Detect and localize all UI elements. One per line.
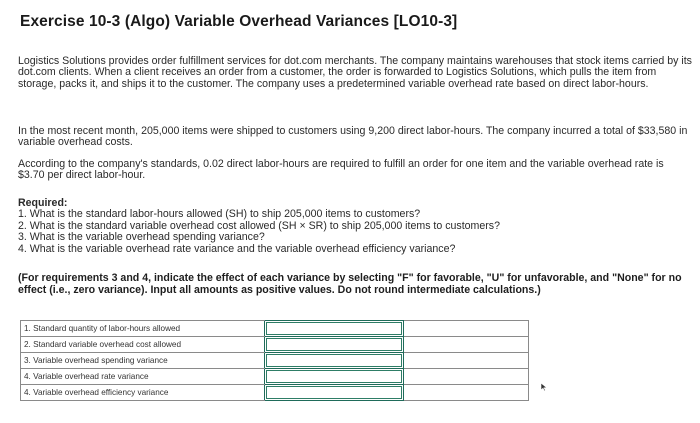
answer-row-tail xyxy=(404,369,529,385)
answer-row-gap xyxy=(242,385,265,401)
answer-row-gap xyxy=(242,321,265,337)
answer-input-3[interactable] xyxy=(265,353,404,369)
answer-row-gap xyxy=(242,337,265,353)
required-item-3: 3. What is the variable overhead spending variance? xyxy=(18,231,265,244)
answer-row-label: 1. Standard quantity of labor-hours allowed xyxy=(21,321,243,337)
answer-row-tail xyxy=(404,337,529,353)
problem-paragraph-2: In the most recent month, 205,000 items were shipped to customers using 9,200 direct labor-hours. The company incurred a total of $33,580 in variable overhead costs. xyxy=(18,125,688,149)
exercise-title: Exercise 10-3 (Algo) Variable Overhead Variances [LO10-3] xyxy=(20,13,458,30)
problem-paragraph-1: Logistics Solutions provides order fulfillment services for dot.com merchants. The company maintains warehouses that stock items carried by its dot.com clients. When a client receives an order from a customer, the order is forwarded to Logistics Solutions, which pulls the item from storage, packs it, and ships it to the customer. The company uses a predetermined variable overhead rate based on direct labor-hours. xyxy=(18,55,692,90)
answer-input-box[interactable] xyxy=(265,385,403,400)
answer-input-5[interactable] xyxy=(265,385,404,401)
answer-input-box[interactable] xyxy=(265,353,403,368)
answer-row xyxy=(21,369,529,385)
answer-input-2[interactable] xyxy=(265,337,404,353)
answer-row xyxy=(21,385,529,401)
answer-input-1[interactable] xyxy=(265,321,404,337)
answer-row-label: 2. Standard variable overhead cost allowed xyxy=(21,337,243,353)
problem-paragraph-3: According to the company's standards, 0.02 direct labor-hours are required to fulfill an order for one item and the variable overhead rate is $3.70 per direct labor-hour. xyxy=(18,158,664,182)
answer-row-tail xyxy=(404,385,529,401)
answer-row-label: 4. Variable overhead efficiency variance xyxy=(21,385,243,401)
answer-row-label: 4. Variable overhead rate variance xyxy=(21,369,243,385)
answer-row-tail xyxy=(404,321,529,337)
required-item-4: 4. What is the variable overhead rate variance and the variable overhead efficiency variance? xyxy=(18,242,456,255)
answer-row-tail xyxy=(404,353,529,369)
answer-row xyxy=(21,321,529,337)
required-heading: Required: xyxy=(18,197,68,209)
required-item-1: 1. What is the standard labor-hours allowed (SH) to ship 205,000 items to customers? xyxy=(18,208,421,221)
answer-row-gap xyxy=(242,353,265,369)
instructions-note: (For requirements 3 and 4, indicate the effect of each variance by selecting "F" for favorable, "U" for unfavorable, and "None" for no effect (i.e., zero variance). Input all amounts as positive values. Do not round intermediate calculations.) xyxy=(18,272,682,296)
answer-input-box[interactable] xyxy=(265,369,403,384)
answer-row xyxy=(21,353,529,369)
mouse-pointer-icon xyxy=(540,382,548,392)
answer-input-4[interactable] xyxy=(265,369,404,385)
answer-table xyxy=(20,320,529,401)
required-section xyxy=(18,198,693,255)
answer-row xyxy=(21,337,529,353)
answer-row-gap xyxy=(242,369,265,385)
answer-input-box[interactable] xyxy=(265,321,403,336)
answer-row-label: 3. Variable overhead spending variance xyxy=(21,353,243,369)
answer-input-box[interactable] xyxy=(265,337,403,352)
required-item-2: 2. What is the standard variable overhead cost allowed (SH × SR) to ship 205,000 items to customers? xyxy=(18,219,500,232)
